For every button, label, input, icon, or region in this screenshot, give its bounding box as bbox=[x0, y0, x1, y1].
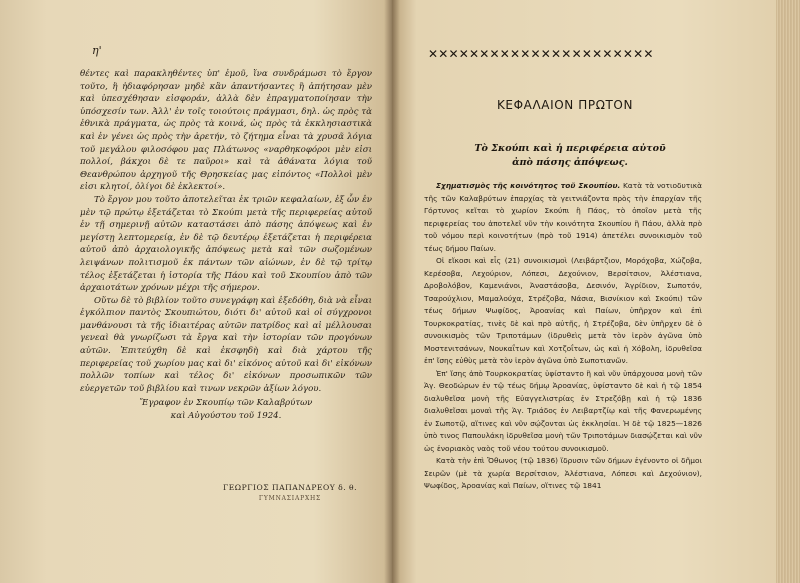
preface-text bbox=[80, 68, 372, 423]
ornament-border: ✕✕✕✕✕✕✕✕✕✕✕✕✕✕✕✕✕✕✕✕✕✕ bbox=[428, 48, 654, 60]
author-signature bbox=[200, 483, 380, 502]
chapter-text bbox=[424, 180, 702, 493]
author-role: ΓΥΜΝΑΣΙΑΡΧΗΣ bbox=[258, 495, 322, 502]
chapter-subtitle bbox=[440, 142, 700, 170]
subtitle-line: Τὸ Σκούπι καὶ ἡ περιφέρεια αὐτοῦ bbox=[474, 143, 666, 154]
page-number: η' bbox=[92, 44, 102, 57]
left-page bbox=[0, 0, 392, 583]
preface-paragraph: Οὕτω δὲ τὸ βιβλίον τοῦτο συνεγράφη καὶ ἐξεδόθη, διὰ νὰ εἶναι ἐγκόλπιον παντὸς Σκουπιώτου, διότι δι' αὐτοῦ καὶ οἱ σύγχρονοι μανθάνουσι τὰ τῆς ἰδιαιτέρας αὐτῶν πατρίδος καὶ αἱ μέλλουσαι γενεαὶ θὰ γνωρίζωσι τὰ ἔργα καὶ τὴν ἱστορίαν τῶν προγόνων αὐτῶν. Ἐπιτεύχθη δὲ καὶ ἐκσφηδὴ καὶ διὰ χάρτου τῆς περιφερείας τοῦ χωρίου μας καὶ δι' εἰκόνος αὐτοῦ καὶ δι' εἰκόνων πολλῶν τοπίων καὶ τέλος δι' εἰκόνων προσωπικῶν τῶν εὐεργετῶν τοῦ βιβλίου καὶ τινων νεκρῶν ἀξίων λόγου. bbox=[80, 295, 372, 394]
subtitle-line: ἀπὸ πάσης ἀπόψεως. bbox=[512, 157, 628, 168]
chapter-paragraph: Οἱ εἴκοσι καὶ εἷς (21) συνοικισμοὶ (Λειβάρτζιον, Μορόχοβα, Χώζοβα, Κερέσοβα, Λεχούριον, Λόπεσι, Δεχούνιον, Βερσίτσιον, Ἀλέστιανα, Δροβολόβον, Καμενιάνοι, Ἀναστάσοβα, Δεσινόν, Ἀγρίδιον, Σωποτόν, Τσαρούχλιον, Μαμαλούχα, Στρέζοβα, Νάσια, Βισνίκιον καὶ Σκούπι) τῶν τέως δήμων Ψωφίδος, Ἀροανίας καὶ Παίων, ὑπῆρχον καὶ ἐπὶ Τουρκοκρατίας, τινὲς δὲ καὶ πρὸ αὐτῆς, ἡ Στρέζοβα, δὲν ὑπῆρχεν δὲ ὁ συνοικισμὸς τῶν Τριποτάμων (ἱδρυθεὶς μετὰ τὸν ἱερὸν ἀγῶνα ὑπὸ Μοστενιτσάνων, Νουκαΐτων καὶ Χοτζοΐτων, ὡς καὶ ἡ Χόβολη, ἱδρυθεῖσα ἐπ' ἴσης εὐθὺς μετὰ τὸν ἱερὸν ἀγῶνα ὑπὸ Σωποτιανῶν. bbox=[424, 256, 702, 365]
chapter-paragraph: Κατὰ τὴν ἐπὶ Ὄθωνος (τῷ 1836) ἵδρυσιν τῶν δήμων ἐγένοντο οἱ δῆμοι Σειρῶν (μὲ τὰ χωρία Βερσίτσιον, Ἀλέστιανα, Λόπεσι καὶ Δεχούνιον), Ψωφίδος, Ἀροανίας καὶ Παίων, οἵτινες τῷ 1841 bbox=[424, 456, 702, 490]
dateline-1: Ἔγραφον ἐν Σκουπίῳ τῶν Καλαβρύτων bbox=[139, 398, 313, 409]
author-name: ΓΕΩΡΓΙΟΣ ΠΑΠΑΝΔΡΕΟΥ δ. θ. bbox=[222, 483, 358, 492]
chapter-paragraph: Ἐπ' ἴσης ἀπὸ Τουρκοκρατίας ὑφίσταντο ἢ καὶ νῦν ὑπάρχουσα μονὴ τῶν Ἁγ. Θεοδώρων ἐν τῷ τέως δήμῳ Ἀροανίας, ὑφίσταντο δὲ καὶ ἡ τῷ 1854 διαλυθεῖσα μονὴ τῆς Εὐαγγελιστρίας ἐν Στρεζόβῃ καὶ ἡ τῷ 1836 διαλυθεῖσαι μοναὶ τῆς Ἁγ. Τριάδος ἐν Λειβαρτζίῳ καὶ τῆς Φανερωμένης ἐν Σωποτῷ, αἵτινες καὶ νῦν σῴζονται ὡς ἐκκλησίαι. Ἡ δὲ τῷ 1825—1826 ὑπὸ τινος Παπουλάκη ἱδρυθεῖσα μονὴ τῶν Τριποτάμων διασῴζεται καὶ νῦν ὡς ἐνοριακὸς ναὸς τοῦ νέου τούτου συνοικισμοῦ. bbox=[424, 368, 702, 453]
chapter-title: ΚΕΦΑΛΑΙΟΝ ΠΡΩΤΟΝ bbox=[496, 98, 634, 112]
section-lead-in: Σχηματισμὸς τῆς κοινότητος τοῦ Σκουπίου. bbox=[436, 181, 621, 190]
page-edges bbox=[776, 0, 800, 583]
preface-paragraph: θέντες καὶ παρακληθέντες ὑπ' ἐμοῦ, ἵνα συνδράμωσι τὸ ἔργον τοῦτο, ἢ ἠδιαφόρησαν μηδὲ κἂν ἀπαντήσαντες ἢ ἀπήτησαν μὲν καὶ ὑπεσχέθησαν εἰσφοράν, ἀλλὰ δὲν ἐπραγματοποίησαν τὴν ὑπόσχεσίν των. Ἀλλ' ἐν τοῖς τοιούτοις πράγμασι, δηλ. ὡς πρὸς τὰ ἐθνικὰ πράγματα, ὡς πρὸς τὰ κοινά, ὡς πρὸς τὰ ἐκκλησιαστικὰ καὶ ἐν γένει ὡς πρὸς τὴν ἀρετήν, τὸ ζήτημα εἶναι τὰ χρυσᾶ λόγια τοῦ μεγάλου φιλοσόφου μας Πλάτωνος «ναρθηκοφόροι μὲν εἰσι πολλοί, βάκχοι δὲ τε παῦροι» καὶ τὰ ἀθάνατα λόγια τοῦ Θεανθρώπου ἀρχηγοῦ τῆς Θρησκείας μας εἰπόντος «Πολλοὶ μὲν εἰσι κλητοί, ὀλίγοι δὲ ἐκλεκτοί». bbox=[80, 69, 372, 193]
paragraph-text: Κατὰ τὰ νοτιοδυτικὰ τῆς τῶν Καλαβρύτων ἐπαρχίας τὰ γειτνιάζοντα πρὸς τὴν ἐπαρχίαν τῆς Γόρτυνος κεῖται τὸ χωρίον Σκούπι ἢ Πάος, τὸ ὁποῖον μετὰ τῆς περιφερείας του ἀποτελεῖ νῦν τὴν κοινότητα Σκουπίου ἢ Πάου, ἀλλὰ πρὸ τοῦ νόμου περὶ κοινοτήτων (πρὸ τοῦ 1914) ἀπετέλει συνοικισμὸν τοῦ τέως δήμου Παίων. bbox=[424, 181, 702, 253]
book-gutter bbox=[384, 0, 400, 583]
dateline-2: καὶ Αὐγούστου τοῦ 1924. bbox=[170, 411, 282, 422]
preface-paragraph: Τὸ ἔργον μου τοῦτο ἀποτελεῖται ἐκ τριῶν κεφαλαίων, ἐξ ὧν ἐν μὲν τῷ πρώτῳ ἐξετάζεται τὸ Σκούπι μετὰ τῆς περιφερείας αὐτοῦ ἐν τῇ σημερινῇ αὐτῶν καταστάσει ἀπὸ πάσης ἀπόψεως καὶ ἐν μεγίστῃ λεπτομερείᾳ, ἐν δὲ τῷ δευτέρῳ ἐξετάζεται ἡ περιφέρεια αὐτοῦ ἀπὸ ἀρχαιολογικῆς ἀπόψεως μετὰ καὶ τῶν σωζομένων λειψάνων πολιτισμοῦ ἐκ πάντων τῶν αἰώνων, ἐν δὲ τῷ τρίτῳ τέλος ἐξετάζεται ἡ ἱστορία τῆς Πάου καὶ τοῦ Σκουπίου ἀπὸ τῶν ἀρχαιοτάτων χρόνων μέχρι τῆς σήμερον. bbox=[80, 194, 372, 294]
chapter-paragraph bbox=[424, 180, 702, 255]
